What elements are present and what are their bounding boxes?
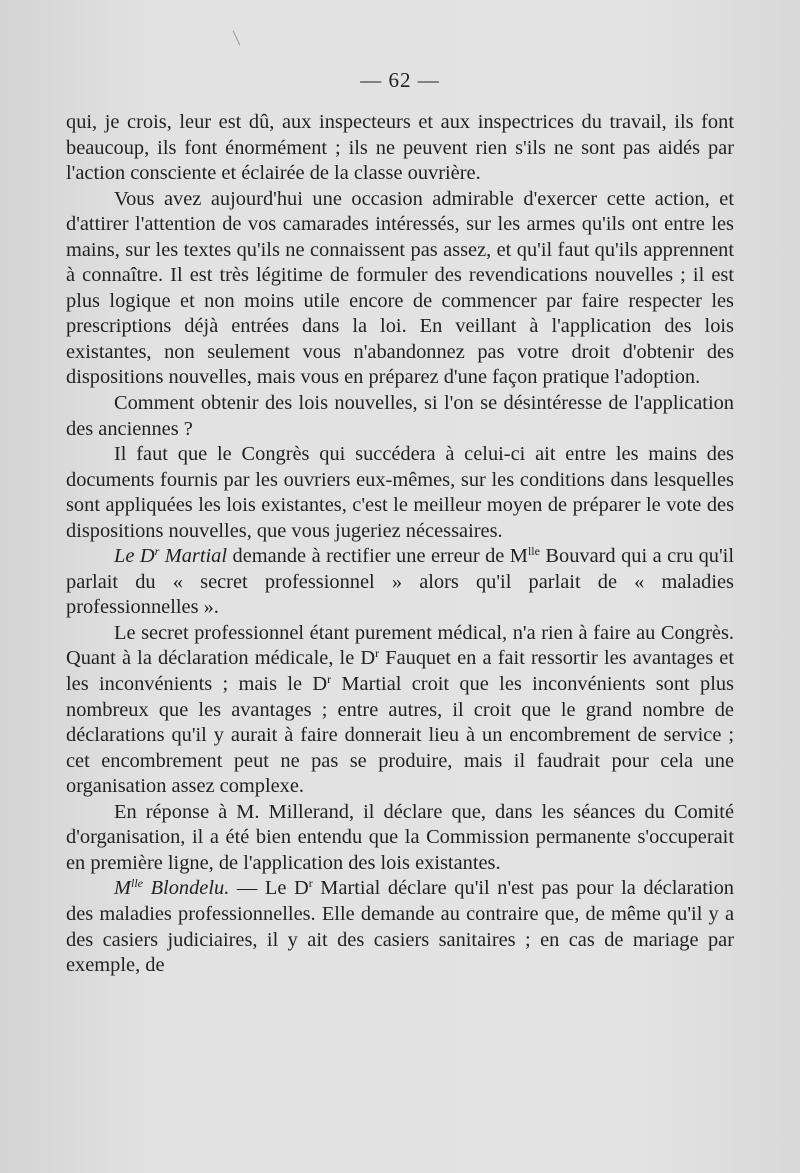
paragraph-5: Le $D^r$ Martial demande à rectifier une erreur de $M^{lle}$ Bouvard qui a cru qu'il parlait du « secret professionnel » alors qu'il parlait de « maladies professionnelles ».	[66, 544, 735, 619]
paragraph-2: Vous avez aujourd'hui une occasion admirable d'exercer cette action, et d'attirer l'attention de vos camarades intéressés, sur les armes qu'ils ont entre les mains, sur les textes qu'ils ne connaissent pas assez, et qu'il faut qu'ils apprennent à connaître. Il est très légitime de formuler des revendications nouvelles ; il est plus logique et non moins utile encore de commencer par faire respecter les prescriptions déjà entrées dans la loi. En veillant à l'application des lois existantes, non seulement vous n'abandonnez pas votre droit d'obtenir des dispositions nouvelles, mais vous en préparez d'une façon pratique l'adoption.	[66, 187, 734, 389]
page-number: — 62 —	[360, 68, 440, 92]
page-mark	[233, 31, 241, 46]
paragraph-7: En réponse à M. Millerand, il déclare que, dans les séances du Comité d'organisation, il a été bien entendu que la Commission permanente s'occuperait en première ligne, de l'application des lois existantes.	[66, 800, 734, 874]
speaker-name: $M^{lle}$ Blondelu.	[114, 876, 230, 900]
paragraph-6: Le secret professionnel étant purement médical, n'a rien à faire au Congrès. Quant à la déclaration médicale, le $D^r$ Fauquet en a fait ressortir les avantages et les inconvénients ; mais le $D^r$ Martial croit que les inconvénients sont plus nombreux que les avantages ; entre autres, il croit que le grand nombre de déclarations qu'il y aurait à faire donnerait lieu à un encombrement de service ; cet encombrement peut ne pas se produire, mais il faudrait pour cela une organisation assez complexe.	[66, 621, 734, 798]
speaker-name: Le $D^r$ Martial	[114, 544, 228, 568]
paragraph-4: Il faut que le Congrès qui succédera à celui-ci ait entre les mains des documents fournis par les ouvriers eux-mêmes, sur les conditions dans lesquelles sont appliquées les lois existantes, c'est le meilleur moyen de préparer le vote des dispositions nouvelles, que vous jugeriez nécessaires.	[66, 443, 734, 542]
paragraph-1: qui, je crois, leur est dû, aux inspecteurs et aux inspectrices du travail, ils font beaucoup, ils font énormément ; ils ne peuvent rien s'ils ne sont pas aidés par l'action consciente et éclairée de la classe ouvrière.	[66, 111, 734, 185]
paragraph-3: Comment obtenir des lois nouvelles, si l'on se désintéresse de l'application des anciennes ?	[66, 392, 734, 440]
paragraph-8: $M^{lle}$ Blondelu. — Le $D^r$ Martial déclare qu'il n'est pas pour la déclaration des maladies professionnelles. Elle demande au contraire que, de même qu'il y a des casiers judiciaires, il y ait des casiers sanitaires ; en cas de mariage par exemple, de	[66, 876, 734, 977]
body-text	[66, 110, 734, 979]
